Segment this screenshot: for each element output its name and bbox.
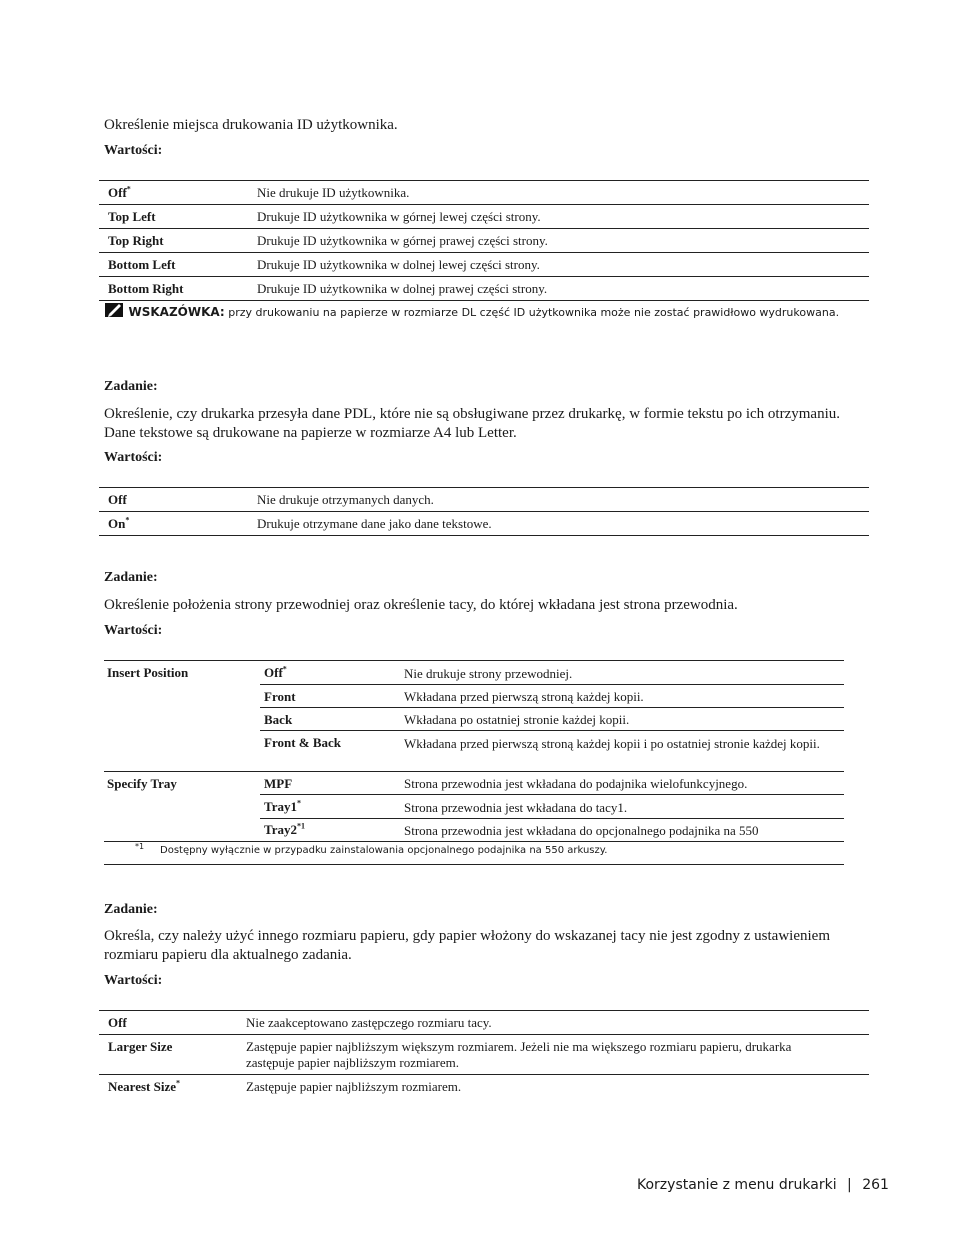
table-row: On* Drukuje otrzymane dane jako dane tekstowe.	[99, 512, 869, 536]
value-key: Off	[108, 185, 127, 200]
section3-table	[104, 660, 844, 865]
table-row	[99, 205, 869, 229]
note	[105, 302, 839, 321]
section4-task-label: Zadanie:	[104, 902, 158, 917]
note-text: przy drukowaniu na papierze w rozmiarze DL część ID użytkownika może nie zostać prawidłowo wydrukowana.	[228, 306, 840, 319]
value-desc: Wkładana przed pierwszą stroną każdej kopii.	[404, 689, 644, 704]
section3-values-label: Wartości:	[104, 623, 163, 638]
footnote-mark: *1	[135, 842, 145, 851]
group-insert-position: Insert Position	[107, 665, 189, 680]
section2-values-label: Wartości:	[104, 450, 163, 465]
page-footer	[637, 1177, 889, 1193]
section3-description: Określenie położenia strony przewodniej oraz określenie tacy, do której wkładana jest strona przewodnia.	[104, 597, 738, 613]
section4-description: Określa, czy należy użyć innego rozmiaru papieru, gdy papier włożony do wskazanej tacy nie jest zgodny z ustawieniem rozmiaru papieru dla aktualnego zadania.	[104, 928, 830, 963]
section4-table	[99, 1010, 869, 1098]
value-key: On	[108, 516, 126, 531]
value-key: Off*	[264, 664, 287, 680]
table-row	[99, 1011, 869, 1035]
value-key: Nearest Size	[108, 1079, 176, 1094]
table-row	[99, 1035, 869, 1075]
note-label: WSKAZÓWKA:	[128, 305, 225, 319]
value-key: Back	[264, 712, 293, 727]
value-desc: Strona przewodnia jest wkładana do podajnika wielofunkcyjnego.	[404, 776, 748, 791]
value-key: Off	[108, 1015, 127, 1030]
table-row: Off* Nie drukuje ID użytkownika.	[99, 181, 869, 205]
section2-table	[99, 487, 869, 536]
table-row	[99, 253, 869, 277]
table-row: Nearest Size* Zastępuje papier najbliższym rozmiarem.	[108, 1078, 462, 1094]
group-specify-tray: Specify Tray	[107, 776, 177, 791]
value-desc: Drukuje ID użytkownika w górnej lewej części strony.	[257, 209, 541, 224]
section4-values-label: Wartości:	[104, 973, 163, 988]
value-desc: Drukuje ID użytkownika w dolnej lewej części strony.	[257, 257, 540, 272]
value-key: Bottom Left	[108, 257, 176, 272]
value-desc: Nie drukuje strony przewodniej.	[404, 666, 573, 681]
value-desc: Drukuje ID użytkownika w górnej prawej części strony.	[257, 233, 548, 248]
section1-description: Określenie miejsca drukowania ID użytkownika.	[104, 117, 398, 133]
footer-separator: |	[847, 1177, 852, 1193]
section2-description: Określenie, czy drukarka przesyła dane PDL, które nie są obsługiwane przez drukarkę, w formie tekstu po ich otrzymaniu. Dane tekstowe są drukowane na papierze w rozmiarze A4 lub Letter.	[104, 406, 840, 441]
value-key: Front	[264, 689, 296, 704]
value-key: Larger Size	[108, 1039, 173, 1054]
footnote-text: Dostępny wyłącznie w przypadku zainstalowania opcjonalnego podajnika na 550 arkuszy.	[160, 845, 608, 856]
value-key: Front & Back	[264, 735, 342, 750]
footer-title: Korzystanie z menu drukarki	[637, 1177, 837, 1193]
value-desc: Zastępuje papier najbliższym większym rozmiarem. Jeżeli nie ma większego rozmiaru papieru, drukarka zastępuje papier najbliższym rozmiarem.	[246, 1039, 792, 1070]
section1-table	[99, 180, 869, 301]
value-desc: Zastępuje papier najbliższym rozmiarem.	[246, 1079, 462, 1094]
value-desc: Wkładana przed pierwszą stroną każdej kopii i po ostatniej stronie każdej kopii.	[404, 736, 820, 751]
value-key: Off	[108, 492, 127, 507]
value-key: Top Left	[108, 209, 156, 224]
value-key: Tray1*	[264, 798, 301, 814]
section2-task-label: Zadanie:	[104, 379, 158, 394]
table-row	[99, 488, 869, 512]
value-desc: Nie zaakceptowano zastępczego rozmiaru tacy.	[246, 1015, 492, 1030]
value-desc: Strona przewodnia jest wkładana do tacy1.	[404, 800, 628, 815]
value-key: MPF	[264, 776, 293, 791]
value-desc: Wkładana po ostatniej stronie każdej kopii.	[404, 712, 630, 727]
table-row	[99, 229, 869, 253]
value-desc: Nie drukuje ID użytkownika.	[257, 185, 410, 200]
note-pencil-icon	[105, 302, 125, 321]
section3-task-label: Zadanie:	[104, 570, 158, 585]
page-number: 261	[862, 1177, 889, 1193]
value-key: Tray2$^{*1}$	[264, 821, 305, 837]
section1-values-label: Wartości:	[104, 143, 163, 158]
value-key: Bottom Right	[108, 281, 184, 296]
table-row	[99, 277, 869, 301]
value-desc: Strona przewodnia jest wkładana do opcjonalnego podajnika na 550	[404, 823, 759, 838]
value-desc: Nie drukuje otrzymanych danych.	[257, 492, 434, 507]
value-desc: Drukuje otrzymane dane jako dane tekstowe.	[257, 516, 492, 531]
value-desc: Drukuje ID użytkownika w dolnej prawej części strony.	[257, 281, 548, 296]
value-key: Top Right	[108, 233, 164, 248]
